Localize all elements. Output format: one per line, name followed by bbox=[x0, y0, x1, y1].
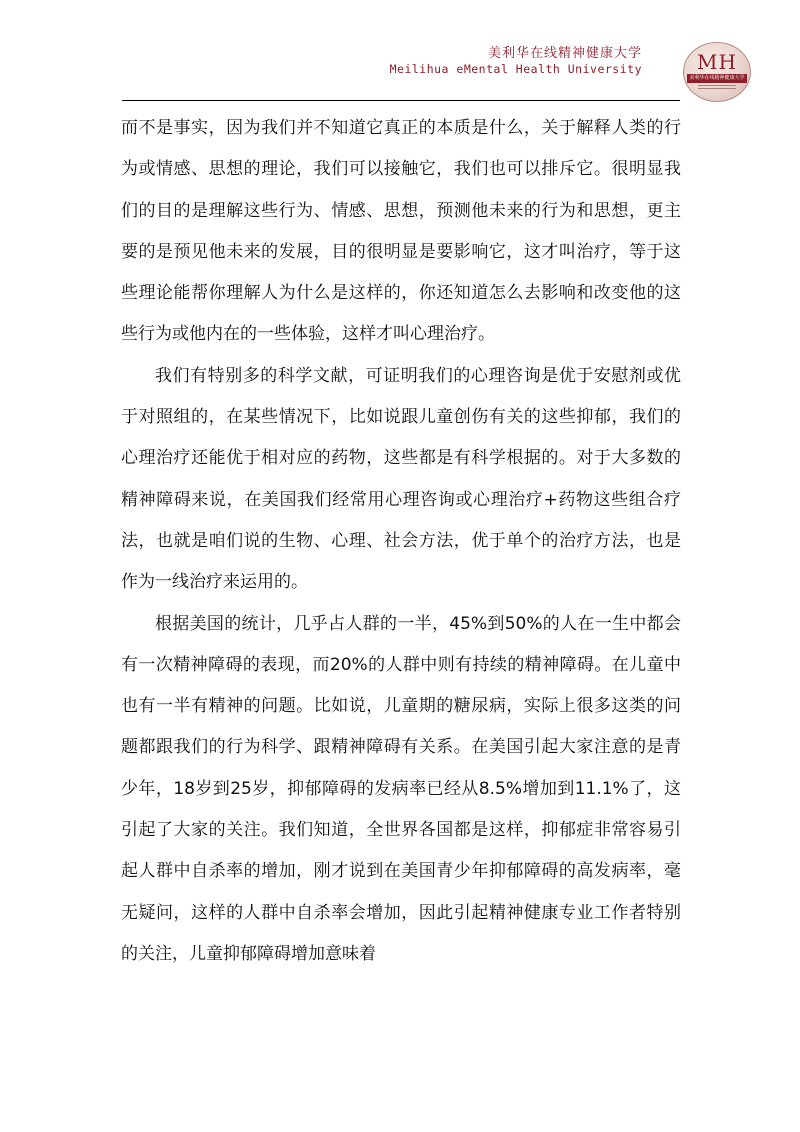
logo-monogram: MH bbox=[697, 50, 737, 74]
university-name-en: Meilihua eMental Health University bbox=[389, 62, 642, 77]
university-name-block bbox=[390, 46, 642, 77]
body-paragraph: 根据美国的统计，几乎占人群的一半，45%到50%的人在一生中都会有一次精神障碍的表现，而20%的人群中则有持续的精神障碍。在儿童中也有一半有精神的问题。比如说，儿童期的糖尿病，实际上很多这类的问题都跟我们的行为科学、跟精神障碍有关系。在美国引起大家注意的是青少年，18岁到25岁，抑郁障碍的发病率已经从8.5%增加到11.1%了，这引起了大家的关注。我们知道，全世界各国都是这样，抑郁症非常容易引起人群中自杀率的增加，刚才说到在美国青少年抑郁障碍的高发病率，毫无疑问，这样的人群中自杀率会增加，因此引起精神健康专业工作者特别的关注，儿童抑郁障碍增加意味着 bbox=[121, 613, 681, 964]
page-header bbox=[0, 0, 800, 100]
document-body bbox=[121, 108, 681, 975]
university-name-cn: 美利华在线精神健康大学 bbox=[487, 46, 642, 61]
body-paragraph: 而不是事实，因为我们并不知道它真正的本质是什么，关于解释人类的行为或情感、思想的理论，我们可以接触它，我们也可以排斥它。很明显我们的目的是理解这些行为、情感、思想，预测他未来的行为和思想，更主要的是预见他未来的发展，目的很明显是要影响它，这才叫治疗，等于这些理论能帮你理解人为什么是这样的，你还知道怎么去影响和改变他的这些行为或他内在的一些体验，这样才叫心理治疗。 bbox=[121, 118, 681, 345]
logo-decoration bbox=[698, 85, 736, 89]
header-divider bbox=[122, 100, 680, 101]
body-paragraph: 我们有特别多的科学文献，可证明我们的心理咨询是优于安慰剂或优于对照组的，在某些情况下，比如说跟儿童创伤有关的这些抑郁，我们的心理治疗还能优于相对应的药物，这些都是有科学根据的。对于大多数的精神障碍来说，在美国我们经常用心理咨询或心理治疗+药物这些组合疗法，也就是咱们说的生物、心理、社会方法，优于单个的治疗方法，也是作为一线治疗来运用的。 bbox=[121, 365, 681, 593]
logo-band-text: 美利华在线精神健康大学 bbox=[687, 74, 747, 83]
university-logo bbox=[683, 42, 751, 102]
